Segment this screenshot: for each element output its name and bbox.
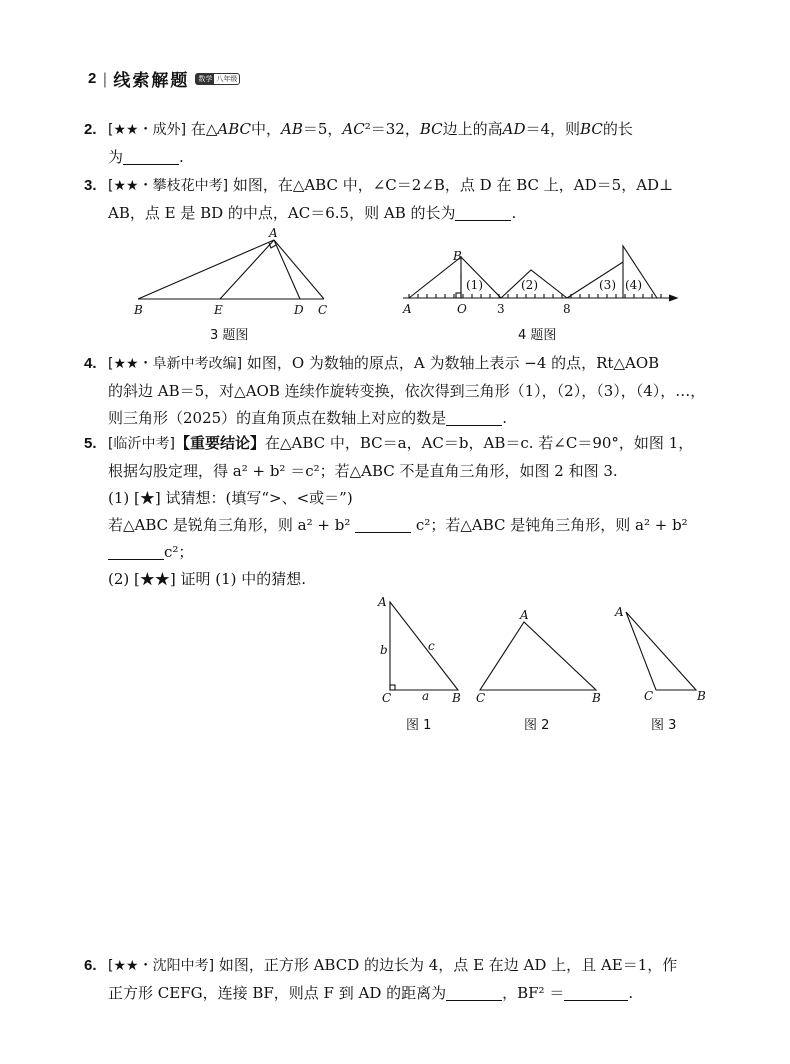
triangle-fig3 (626, 612, 696, 690)
header-separator: | (102, 69, 108, 88)
answer-blank[interactable] (446, 984, 502, 1001)
label-tri-1: (1) (466, 278, 483, 292)
q2-text: ²＝32， (364, 120, 420, 138)
label-b: B (697, 689, 706, 703)
figure-caption: 4 题图 (518, 328, 557, 343)
figure-q4 (395, 240, 685, 320)
label-tri-3: (3) (599, 278, 616, 292)
figure-caption: 图 1 (406, 718, 432, 733)
q2-var: BC (419, 120, 443, 138)
q5-text: c²； (164, 543, 194, 561)
answer-blank[interactable] (455, 204, 511, 221)
page-number: 2 (88, 70, 97, 87)
label-b-side: b (380, 643, 388, 657)
q2-text: . (179, 148, 184, 166)
label-tri-4: (4) (625, 278, 642, 292)
figure-caption: 图 2 (524, 718, 550, 733)
question-tag: [★★・攀枝花中考] (108, 178, 229, 194)
q5-part2: (2) [★★] 证明 (1) 中的猜想. (108, 570, 307, 588)
label-a: A (615, 605, 624, 619)
answer-blank[interactable] (446, 409, 502, 426)
question-4 (84, 350, 714, 432)
label-a: A (269, 226, 278, 240)
q3-line2: AB，点 E 是 BD 的中点，AC＝6.5，则 AB 的长为 (108, 204, 456, 222)
question-number: 5. (84, 435, 97, 452)
label-d: D (294, 303, 304, 317)
key-conclusion-tag: 【重要结论】 (174, 434, 265, 452)
label-a: A (520, 608, 529, 622)
figure-caption: 3 题图 (210, 328, 249, 343)
q2-text: ＝5， (302, 120, 343, 138)
q2-text: 的长 (602, 120, 633, 138)
q2-text: ＝4，则 (525, 120, 581, 138)
q5-part1: (1) [★] 试猜想：(填写“>、<或＝”) (108, 489, 353, 507)
label-tri-2: (2) (521, 278, 538, 292)
question-tag: [★★・成外] (108, 122, 187, 138)
triangle-fig1 (390, 602, 458, 690)
label-b: B (452, 691, 461, 705)
label-c: C (318, 303, 328, 317)
q2-var: ABC (217, 120, 251, 138)
q5-line3: 若△ABC 是锐角三角形，则 a² + b² (108, 516, 351, 534)
q4-text: . (502, 409, 507, 427)
answer-blank[interactable] (108, 543, 164, 560)
q2-text: 为 (108, 148, 124, 166)
question-tag: [★★・沈阳中考] (108, 958, 215, 974)
label-c: C (476, 691, 486, 705)
q6-text: ，BF² ＝ (502, 984, 565, 1002)
question-number: 3. (84, 177, 97, 194)
label-o: O (457, 302, 467, 316)
segment-ac (274, 240, 324, 299)
q2-var: AC (342, 120, 365, 138)
figure-caption: 图 3 (651, 718, 677, 733)
answer-blank[interactable] (355, 516, 411, 533)
question-tag: [临沂中考] (108, 436, 175, 452)
label-c: C (644, 689, 654, 703)
q2-var: BC (580, 120, 603, 138)
label-a-side: a (422, 689, 430, 703)
segment-ad (274, 240, 300, 299)
label-8: 8 (563, 302, 571, 316)
label-a: A (378, 595, 387, 609)
segment-ae (220, 240, 274, 299)
badge-subject: 数学 (198, 74, 213, 83)
q4-line3: 则三角形（2025）的直角顶点在数轴上对应的数是 (108, 409, 447, 427)
question-3 (84, 172, 714, 227)
book-title: 线索解题 (113, 71, 190, 91)
label-b: B (453, 249, 462, 263)
q4-line1: 如图，O 为数轴的原点，A 为数轴上表示 −4 的点，Rt△AOB (246, 354, 660, 372)
question-tag: [★★・阜新中考改编] (108, 356, 243, 372)
q2-var: AB (281, 120, 303, 138)
page-header (88, 66, 240, 91)
q5-line2: 根据勾股定理，得 a² + b² ＝c²；若△ABC 不是直角三角形，如图 2 和图 3. (108, 462, 618, 480)
q6-line2: 正方形 CEFG，连接 BF，则点 F 到 AD 的距离为 (108, 984, 447, 1002)
label-b: B (134, 303, 143, 317)
q4-line2: 的斜边 AB＝5，对△AOB 连续作旋转变换，依次得到三角形（1），（2），（3），（4），…， (108, 382, 706, 400)
badge-grade: 八年级 (216, 74, 238, 83)
q3-line1: 如图，在△ABC 中，∠C＝2∠B，点 D 在 BC 上，AD＝5，AD⊥ (232, 176, 674, 194)
question-5 (84, 430, 714, 593)
q5-line1: 在△ABC 中，BC＝a，AC＝b，AB＝c. 若∠C＝90°，如图 1， (264, 434, 694, 452)
grade-badge (195, 73, 240, 85)
question-number: 6. (84, 957, 97, 974)
figure-q3 (128, 226, 338, 321)
triangle-aob (409, 257, 461, 298)
figures-q5 (372, 590, 712, 710)
axis-arrow (669, 295, 677, 301)
q2-text: 在△ (190, 120, 218, 138)
q6-text: . (628, 984, 634, 1002)
label-c: C (382, 691, 392, 705)
q2-text: 中， (250, 120, 281, 138)
q5-text: c²；若△ABC 是钝角三角形，则 a² + b² (415, 516, 688, 534)
right-angle-mark (390, 685, 395, 690)
segment-ab (138, 240, 274, 299)
label-e: E (214, 303, 223, 317)
label-b: B (592, 691, 601, 705)
q2-var: AD (502, 120, 526, 138)
question-2 (84, 116, 714, 171)
label-c-side: c (428, 639, 435, 653)
label-3: 3 (497, 302, 505, 316)
answer-blank[interactable] (123, 148, 179, 165)
q6-line1: 如图，正方形 ABCD 的边长为 4，点 E 在边 AD 上，且 AE＝1，作 (218, 956, 678, 974)
answer-blank[interactable] (564, 984, 628, 1001)
triangle-fig2 (480, 622, 596, 690)
question-number: 2. (84, 121, 97, 138)
q2-text: 边上的高 (442, 120, 503, 138)
question-number: 4. (84, 355, 97, 372)
label-a: A (403, 302, 412, 316)
right-angle-mark (456, 293, 461, 298)
q3-text: . (511, 204, 517, 222)
question-6 (84, 952, 714, 1007)
